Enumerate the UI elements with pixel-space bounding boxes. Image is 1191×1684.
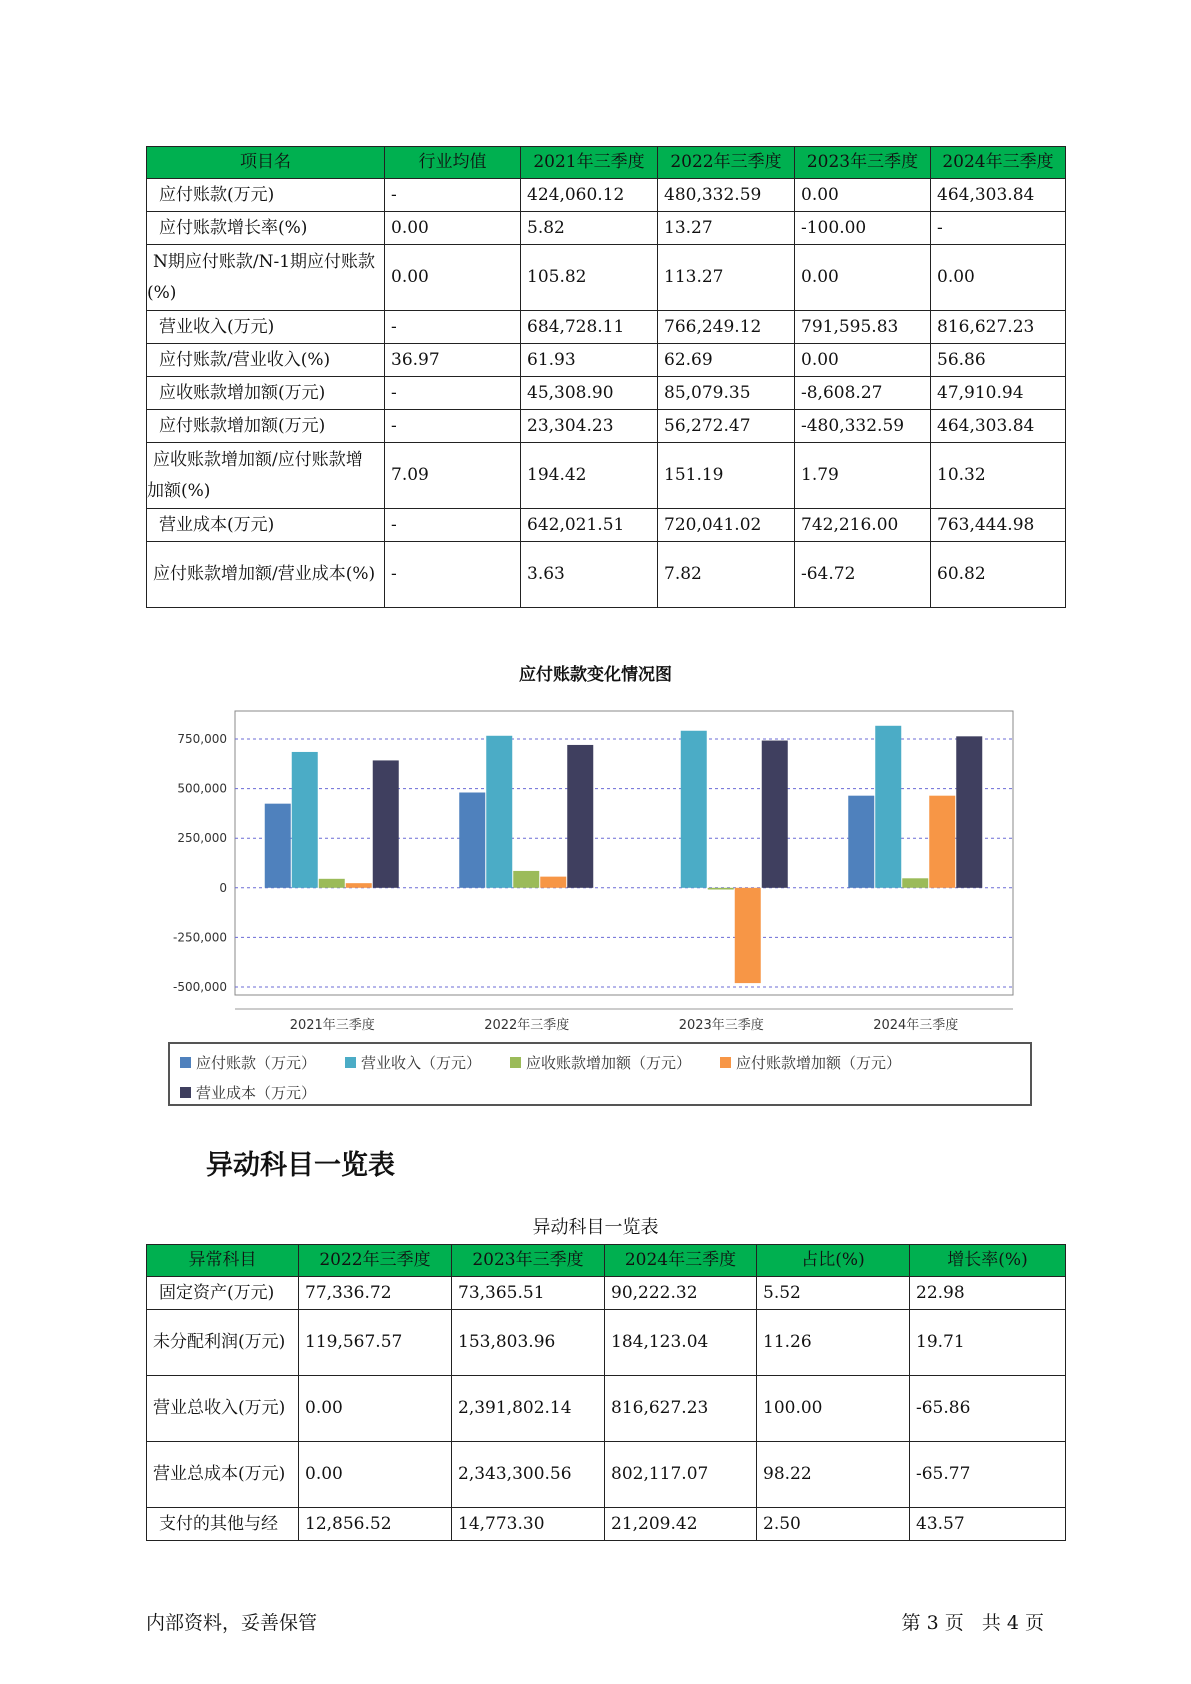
legend-item: [510, 1052, 691, 1073]
table-cell: 13.27: [658, 212, 795, 245]
legend-swatch: [510, 1057, 521, 1068]
table-cell: 22.98: [910, 1277, 1066, 1310]
table-cell: -100.00: [795, 212, 931, 245]
table-cell: 0.00: [795, 179, 931, 212]
col-header-item: 项目名: [147, 147, 385, 179]
table-header-row: [147, 1245, 1066, 1277]
table-row: [147, 179, 1066, 212]
bar-chart: [0, 700, 1191, 1100]
table-cell: 12,856.52: [299, 1508, 452, 1541]
col-header-account: 异常科目: [147, 1245, 299, 1277]
col-header-share: 占比(%): [757, 1245, 910, 1277]
table-cell: 0.00: [385, 212, 521, 245]
table-cell: 184,123.04: [605, 1310, 757, 1376]
table-cell: 464,303.84: [931, 410, 1066, 443]
bar: [319, 879, 345, 888]
table-cell: -8,608.27: [795, 377, 931, 410]
table-cell: 3.63: [521, 542, 658, 608]
bar: [513, 871, 539, 888]
y-tick-label: -250,000: [173, 930, 227, 945]
table-cell: 11.26: [757, 1310, 910, 1376]
bar: [346, 883, 372, 888]
legend-item: [345, 1052, 481, 1073]
table-cell: 100.00: [757, 1376, 910, 1442]
legend-swatch: [345, 1057, 356, 1068]
table-cell: 14,773.30: [452, 1508, 605, 1541]
y-tick-label: 750,000: [177, 732, 227, 746]
bar: [486, 736, 512, 888]
table-cell: 2.50: [757, 1508, 910, 1541]
col-header-2024q3: 2024年三季度: [605, 1245, 757, 1277]
table-cell: 0.00: [299, 1442, 452, 1508]
table-cell: 766,249.12: [658, 311, 795, 344]
table-cell: 464,303.84: [931, 179, 1066, 212]
legend-item: [180, 1052, 316, 1073]
table-row: [147, 542, 1066, 608]
row-label: 固定资产(万元): [147, 1277, 299, 1310]
table-cell: 0.00: [385, 245, 521, 311]
legend-label: 应收账款增加额（万元）: [526, 1054, 692, 1072]
x-tick-label: 2022年三季度: [484, 1018, 570, 1033]
table-cell: 113.27: [658, 245, 795, 311]
table-cell: -: [385, 179, 521, 212]
row-label: 应付账款/营业收入(%): [147, 344, 385, 377]
table-cell: 720,041.02: [658, 509, 795, 542]
chart-legend: [168, 1042, 1032, 1106]
row-label: 支付的其他与经: [147, 1508, 299, 1541]
bar: [265, 804, 291, 888]
table-row: [147, 1376, 1066, 1442]
table-cell: 21,209.42: [605, 1508, 757, 1541]
bar: [762, 741, 788, 888]
table-cell: -: [385, 311, 521, 344]
table-cell: -64.72: [795, 542, 931, 608]
x-tick-label: 2023年三季度: [678, 1018, 764, 1033]
anomaly-table: [146, 1244, 1066, 1541]
legend-swatch: [720, 1057, 731, 1068]
table-cell: 5.52: [757, 1277, 910, 1310]
table-cell: 7.82: [658, 542, 795, 608]
table-cell: -: [385, 542, 521, 608]
table-cell: 10.32: [931, 443, 1066, 509]
row-label: 应收账款增加额(万元): [147, 377, 385, 410]
table-cell: 73,365.51: [452, 1277, 605, 1310]
table-cell: 791,595.83: [795, 311, 931, 344]
table-cell: 153,803.96: [452, 1310, 605, 1376]
legend-label: 应付账款增加额（万元）: [736, 1054, 902, 1072]
table-row: [147, 410, 1066, 443]
legend-swatch: [180, 1057, 191, 1068]
table-cell: 105.82: [521, 245, 658, 311]
row-label: 未分配利润(万元): [147, 1310, 299, 1376]
table-cell: 56,272.47: [658, 410, 795, 443]
table-cell: 802,117.07: [605, 1442, 757, 1508]
table-cell: 480,332.59: [658, 179, 795, 212]
row-label: 应收账款增加额/应付账款增加额(%): [147, 443, 385, 509]
table-cell: 2,391,802.14: [452, 1376, 605, 1442]
bar: [681, 731, 707, 888]
footer-page-number: 第 3 页 共 4 页: [901, 1612, 1044, 1634]
table-cell: 98.22: [757, 1442, 910, 1508]
row-label: 应付账款增加额/营业成本(%): [147, 542, 385, 608]
table-row: [147, 509, 1066, 542]
table-cell: 763,444.98: [931, 509, 1066, 542]
table-cell: 742,216.00: [795, 509, 931, 542]
row-label: 营业总收入(万元): [147, 1376, 299, 1442]
table-cell: 0.00: [795, 245, 931, 311]
table-cell: 85,079.35: [658, 377, 795, 410]
table-cell: 684,728.11: [521, 311, 658, 344]
table-cell: -: [385, 509, 521, 542]
table-row: [147, 245, 1066, 311]
bar: [735, 888, 761, 983]
bar: [848, 796, 874, 888]
legend-item: [720, 1052, 901, 1073]
y-tick-label: 250,000: [177, 831, 227, 846]
col-header-growth: 增长率(%): [910, 1245, 1066, 1277]
table-cell: 0.00: [795, 344, 931, 377]
row-label: 应付账款增长率(%): [147, 212, 385, 245]
bar: [875, 726, 901, 888]
bar: [540, 877, 566, 888]
bar: [956, 736, 982, 887]
table-cell: -: [931, 212, 1066, 245]
bar: [373, 760, 399, 887]
col-header-2024q3: 2024年三季度: [931, 147, 1066, 179]
bar: [929, 796, 955, 888]
legend-label: 应付账款（万元）: [196, 1054, 317, 1072]
col-header-2022q3: 2022年三季度: [299, 1245, 452, 1277]
legend-swatch: [180, 1087, 191, 1098]
table-row: [147, 377, 1066, 410]
legend-item: [180, 1082, 316, 1103]
table-cell: 2,343,300.56: [452, 1442, 605, 1508]
y-tick-label: 0: [219, 880, 227, 895]
table-cell: 194.42: [521, 443, 658, 509]
x-tick-label: 2024年三季度: [873, 1018, 959, 1033]
legend-label: 营业收入（万元）: [361, 1054, 482, 1072]
table-cell: 62.69: [658, 344, 795, 377]
table-cell: 119,567.57: [299, 1310, 452, 1376]
row-label: 营业总成本(万元): [147, 1442, 299, 1508]
table-cell: 0.00: [299, 1376, 452, 1442]
table-cell: -65.77: [910, 1442, 1066, 1508]
table-cell: 60.82: [931, 542, 1066, 608]
payables-table: [146, 146, 1066, 608]
table-row: [147, 212, 1066, 245]
col-header-2022q3: 2022年三季度: [658, 147, 795, 179]
table-cell: 61.93: [521, 344, 658, 377]
table-row: [147, 344, 1066, 377]
section-title: 异动科目一览表: [206, 1150, 395, 1181]
table-cell: 816,627.23: [931, 311, 1066, 344]
col-header-2021q3: 2021年三季度: [521, 147, 658, 179]
bar: [902, 878, 928, 888]
y-tick-label: 500,000: [177, 781, 227, 796]
bar: [708, 888, 734, 890]
x-tick-label: 2021年三季度: [289, 1018, 375, 1033]
table-row: [147, 1277, 1066, 1310]
chart-title: 应付账款变化情况图: [519, 665, 672, 685]
table-cell: -: [385, 377, 521, 410]
footer-confidential: 内部资料，妥善保管: [146, 1612, 318, 1634]
table-row: [147, 1508, 1066, 1541]
table-cell: 19.71: [910, 1310, 1066, 1376]
bar: [292, 752, 318, 888]
table-row: [147, 1310, 1066, 1376]
table-cell: -: [385, 410, 521, 443]
table-cell: 7.09: [385, 443, 521, 509]
table-cell: 45,308.90: [521, 377, 658, 410]
table-row: [147, 1442, 1066, 1508]
table-cell: 5.82: [521, 212, 658, 245]
bar: [459, 793, 485, 888]
table-cell: 90,222.32: [605, 1277, 757, 1310]
table-cell: 1.79: [795, 443, 931, 509]
bar: [567, 745, 593, 888]
table-caption: 异动科目一览表: [532, 1217, 659, 1238]
table-cell: 47,910.94: [931, 377, 1066, 410]
table-cell: 77,336.72: [299, 1277, 452, 1310]
table-header-row: [147, 147, 1066, 179]
row-label: 应付账款增加额(万元): [147, 410, 385, 443]
col-header-2023q3: 2023年三季度: [795, 147, 931, 179]
table-cell: 0.00: [931, 245, 1066, 311]
col-header-industry-avg: 行业均值: [385, 147, 521, 179]
row-label: 营业成本(万元): [147, 509, 385, 542]
table-cell: 424,060.12: [521, 179, 658, 212]
table-cell: 816,627.23: [605, 1376, 757, 1442]
legend-label: 营业成本（万元）: [196, 1084, 317, 1102]
table-cell: 36.97: [385, 344, 521, 377]
table-cell: 56.86: [931, 344, 1066, 377]
table-cell: -65.86: [910, 1376, 1066, 1442]
table-cell: -480,332.59: [795, 410, 931, 443]
row-label: 营业收入(万元): [147, 311, 385, 344]
table-row: [147, 311, 1066, 344]
table-row: [147, 443, 1066, 509]
table-cell: 23,304.23: [521, 410, 658, 443]
y-tick-label: -500,000: [173, 980, 227, 994]
table-cell: 151.19: [658, 443, 795, 509]
table-cell: 43.57: [910, 1508, 1066, 1541]
row-label: N期应付账款/N-1期应付账款(%): [147, 245, 385, 311]
col-header-2023q3: 2023年三季度: [452, 1245, 605, 1277]
table-cell: 642,021.51: [521, 509, 658, 542]
row-label: 应付账款(万元): [147, 179, 385, 212]
